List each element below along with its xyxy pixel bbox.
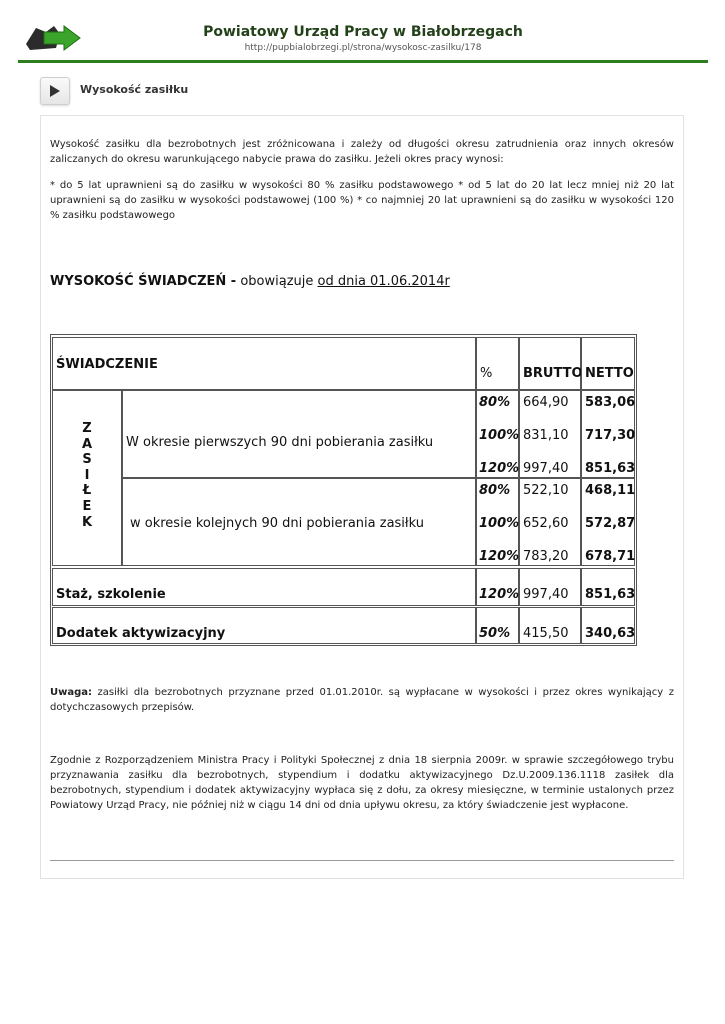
staz-gross-cell — [519, 568, 581, 606]
section-heading — [50, 274, 450, 289]
gross-value: 783,20 — [523, 549, 569, 564]
gross-value: 522,10 — [523, 483, 569, 498]
uwaga-text: zasiłki dla bezrobotnych przyznane przed 01.01.2010r. są wypłacane w wysokości i przez okres wynikający z dotychczasowych przepisów. — [50, 687, 674, 713]
heading-date: od dnia 01.06.2014r — [317, 274, 450, 289]
page-title: Wysokość zasiłku — [80, 83, 189, 96]
zasilek-letter: I — [84, 467, 90, 483]
group2-label-cell — [122, 478, 476, 566]
net-value: 851,63 — [585, 587, 636, 602]
net-value: 340,63 — [585, 626, 636, 641]
group1-label: W okresie pierwszych 90 dni pobierania zasiłku — [126, 435, 434, 450]
header-gross: BRUTTO — [523, 366, 583, 381]
gross-value: 664,90 — [523, 395, 569, 410]
footer-divider — [50, 860, 674, 861]
group2-label: w okresie kolejnych 90 dni pobierania zasiłku — [130, 516, 424, 531]
play-arrow-icon — [49, 84, 61, 98]
staz-label-cell — [52, 568, 476, 606]
group1-gross-cell — [519, 390, 581, 478]
gross-value: 415,50 — [523, 626, 569, 641]
staz-percent-cell — [476, 568, 519, 606]
net-value: 851,63 — [585, 461, 636, 476]
zasilek-letter: Z — [82, 421, 92, 436]
staz-net-cell — [581, 568, 635, 606]
zasilek-cell — [52, 390, 122, 566]
percent-value: 100% — [479, 516, 520, 531]
percent-value: 80% — [479, 483, 511, 498]
gross-value: 997,40 — [523, 587, 569, 602]
header-gross-cell — [519, 337, 581, 390]
net-value: 572,87 — [585, 516, 636, 531]
group2-percent-cell — [476, 478, 519, 566]
gross-value: 997,40 — [523, 461, 569, 476]
nav-arrow-button[interactable] — [40, 77, 70, 105]
header-net-cell — [581, 337, 635, 390]
site-url[interactable]: http://pupbialobrzegi.pl/strona/wysokosc-zasilku/178 — [244, 43, 482, 53]
site-header — [18, 16, 708, 60]
zasilek-letter: Ł — [82, 483, 92, 499]
period-paragraph: * do 5 lat uprawnieni są do zasiłku w wysokości 80 % zasiłku podstawowego * od 5 lat do 20 lat lecz mniej niż 20 lat uprawnieni są do zasiłku w wysokości podstawowej (100 %) * co najmniej 20 lat uprawnieni są do zasiłku w wysokości 120 % zasiłku podstawowego — [50, 180, 674, 221]
group2-net-cell — [581, 478, 635, 566]
uwaga-paragraph — [50, 685, 674, 715]
percent-value: 120% — [479, 587, 520, 602]
net-value: 717,30 — [585, 428, 636, 443]
header-percent: % — [480, 366, 493, 381]
net-value: 583,06 — [585, 395, 636, 410]
dodatek-label: Dodatek aktywizacyjny — [56, 626, 226, 641]
zasilek-letter: S — [82, 452, 92, 468]
zasilek-letter: E — [82, 498, 92, 514]
percent-value: 120% — [479, 461, 520, 476]
net-value: 468,11 — [585, 483, 636, 498]
heading-normal: obowiązuje — [236, 274, 318, 289]
gross-value: 831,10 — [523, 428, 569, 443]
site-title: Powiatowy Urząd Pracy w Białobrzegach — [203, 24, 523, 40]
header-percent-cell — [476, 337, 519, 390]
header-benefit: ŚWIADCZENIE — [56, 357, 158, 372]
group1-label-cell — [122, 390, 476, 478]
percent-value: 100% — [479, 428, 520, 443]
group1-net-cell — [581, 390, 635, 478]
net-value: 678,71 — [585, 549, 636, 564]
percent-value: 80% — [479, 395, 511, 410]
zasilek-letter: K — [81, 514, 93, 530]
dodatek-percent-cell — [476, 607, 519, 644]
dodatek-net-cell — [581, 607, 635, 644]
heading-bold: WYSOKOŚĆ ŚWIADCZEŃ - — [50, 274, 237, 289]
percent-value: 50% — [479, 626, 511, 641]
zasilek-label — [53, 421, 121, 530]
header-divider — [18, 60, 708, 63]
group1-percent-cell — [476, 390, 519, 478]
dodatek-label-cell — [52, 607, 476, 644]
percent-value: 120% — [479, 549, 520, 564]
dodatek-gross-cell — [519, 607, 581, 644]
intro-paragraph: Wysokość zasiłku dla bezrobotnych jest zróżnicowana i zależy od długości okresu zatrudnienia oraz innych okresów zaliczanych do okresu warunkującego nabycie prawa do zasiłku. Jeżeli okres pracy wynosi: — [50, 139, 674, 165]
header-benefit-cell — [52, 337, 476, 390]
header-net: NETTO — [585, 366, 634, 381]
regulation-paragraph: Zgodnie z Rozporządzeniem Ministra Pracy i Polityki Społecznej z dnia 18 sierpnia 2009r. w sprawie szczegółowego trybu przyznawania zasiłku dla bezrobotnych, stypendium i dodatku aktywizacyjnego Dz.U.2009.136.1118 zasiłek dla bezrobotnych, stypendium i dodatek aktywizacyjny wypłaca się z dołu, za okresy miesięczne, w terminie ustalonych przez Powiatowy Urząd Pracy, nie później niż w ciągu 14 dni od dnia upływu okresu, za który świadczenie jest wypłacone. — [50, 755, 674, 811]
group2-gross-cell — [519, 478, 581, 566]
uwaga-label: Uwaga: — [50, 687, 93, 698]
staz-label: Staż, szkolenie — [56, 587, 166, 602]
zasilek-letter: A — [81, 436, 93, 452]
gross-value: 652,60 — [523, 516, 569, 531]
